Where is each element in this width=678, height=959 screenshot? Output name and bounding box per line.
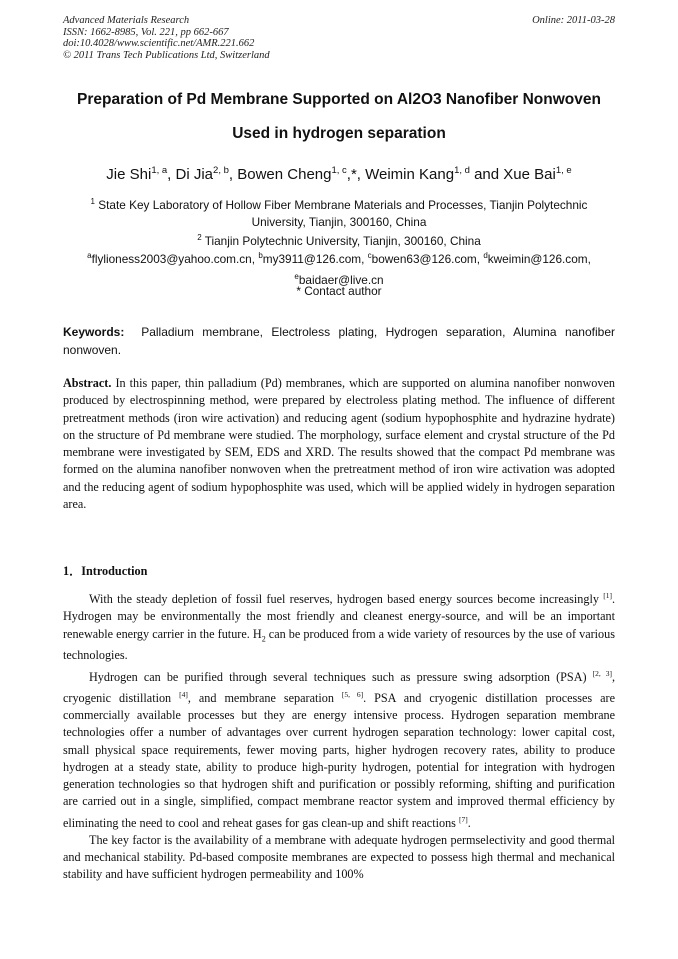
- text-run: can be produced from a wide variety of resources by the use of various technologies.: [63, 626, 615, 663]
- email-link[interactable]: kweimin@126.com,: [487, 251, 591, 266]
- citation[interactable]: [2, 3]: [592, 668, 612, 678]
- affil-text: State Key Laboratory of Hollow Fiber Membrane Materials and Processes, Tianjin Polytechnic: [98, 197, 588, 212]
- email-mark: c: [367, 251, 372, 260]
- online-date: Online: 2011-03-28: [532, 15, 615, 26]
- author-name: Jie Shi: [106, 166, 152, 183]
- author-affil-mark: 1, d: [454, 165, 470, 176]
- journal-name: Advanced Materials Research: [63, 15, 190, 26]
- running-header: [63, 15, 615, 61]
- author-affil-mark: 1, c: [331, 165, 347, 176]
- author-name: Bowen Cheng: [237, 166, 332, 183]
- text-run: With the steady depletion of fossil fuel reserves, hydrogen based energy sources become increasingly: [89, 592, 599, 607]
- email-link[interactable]: bowen63@126.com,: [371, 251, 481, 266]
- section-heading: 1．Introduction: [63, 564, 148, 578]
- author-name: Di Jia: [175, 166, 214, 183]
- issn-line: ISSN: 1662-8985, Vol. 221, pp 662-667: [63, 26, 229, 38]
- author-name: Weimin Kang: [365, 166, 455, 183]
- abstract-block: [63, 375, 615, 513]
- author-affil-mark: 2, b: [213, 165, 229, 176]
- abstract-text: In this paper, thin palladium (Pd) membranes, which are supported on alumina nanofiber nonwoven produced by electrospinning method, were prepared by electroless plating method. The influence of different pretreatment methods (iron wire activation) and reducing agent (sodium hypophosphite and hydrazine hydrate) on the structure of Pd membrane were studied. The morphology, surface element and crystal structure of the Pd membrane were investigated by SEM, EDS and XRD. The results showed that the compact Pd membrane was formed on the alumina nanofiber nonwoven when the pretreatment method of iron wire activation was adopted and the reducing agent of sodium hypophosphite was used, which will be applied widely in hydrogen separation area.: [63, 376, 615, 511]
- text-run: Hydrogen can be purified through several techniques such as pressure swing adsorption (PSA): [89, 669, 587, 684]
- text-run: . PSA and cryogenic distillation processes are commercially available processes but they are energy intensive process. Hydrogen separation membrane technologies offer a number of advantages over current hydrogen separation technology: lower capital cost, small physical space requirements, fewer moving parts, higher hydrogen recovery rates, ability to produce hydrogen at a steady state, ability to produce high-purity hydrogen, potential for integration with hydrogen generation technologies so that hydrogen shift and purification or possibly reforming, shifting and purification are carried out in a single, simplified, compact membrane reactor system and improved thermal efficiency by eliminating the need to cool and reheat gases for gas clean-up and shift reactions: [63, 690, 615, 830]
- email-link[interactable]: my3911@126.com,: [262, 251, 365, 266]
- email-mark: a: [87, 251, 92, 260]
- email-mark: b: [258, 251, 263, 260]
- affiliation-1: [40, 193, 638, 232]
- abstract-label: Abstract.: [63, 376, 112, 390]
- subscript: 2: [261, 634, 266, 643]
- affil-text: Tianjin Polytechnic University, Tianjin, 300160, China: [204, 233, 481, 248]
- author-list: Jie Shi$^{1, a}$, Di Jia$^{2, b}$, Bowen Cheng$^{1, c}$,*, Weimin Kang$^{1, d}$ and Xue Bai$^{1, e}$: [106, 165, 572, 183]
- email-mark: e: [294, 272, 299, 282]
- affil-mark: 2: [197, 233, 202, 242]
- text-run: , and membrane separation: [187, 690, 334, 705]
- introduction-body: [63, 587, 615, 884]
- text-run: .: [467, 815, 471, 830]
- keywords-label: Keywords:: [63, 325, 125, 339]
- email-mark: d: [483, 251, 488, 260]
- email-link[interactable]: flylioness2003@yahoo.com.cn,: [91, 251, 256, 266]
- paragraph: The key factor is the availability of a membrane with adequate hydrogen permselectivity and good thermal and mechanical stability. Pd-based composite membranes are expected to possess high thermal and mechanical stability and have sufficient hydrogen permeability and 100%: [63, 832, 615, 882]
- paper-title-line-2: Used in hydrogen separation: [232, 125, 446, 142]
- paragraph: [63, 587, 615, 665]
- author-name: Xue Bai: [503, 166, 556, 183]
- affil-mark: 1: [90, 197, 95, 206]
- keywords-block: [63, 323, 615, 359]
- copyright-line: © 2011 Trans Tech Publications Ltd, Switzerland: [63, 49, 270, 61]
- keywords-text: Palladium membrane, Electroless plating, Hydrogen separation, Alumina nanofiber nonwoven.: [63, 325, 615, 357]
- citation[interactable]: [7]: [458, 814, 468, 824]
- citation[interactable]: [5, 6]: [341, 689, 364, 699]
- affil-text: University, Tianjin, 300160, China: [251, 215, 427, 230]
- author-affil-mark: 1, a: [151, 165, 168, 176]
- text-run: , cryogenic distillation: [63, 669, 616, 705]
- paragraph: [63, 665, 615, 832]
- email-link[interactable]: baidaer@live.cn: [298, 273, 384, 288]
- contact-author-note: * Contact author: [296, 284, 382, 298]
- author-affil-mark: 1, e: [555, 165, 572, 176]
- paper-title-line-1: Preparation of Pd Membrane Supported on Al2O3 Nanofiber Nonwoven: [77, 91, 601, 108]
- citation[interactable]: [4]: [179, 689, 188, 699]
- citation[interactable]: [1]: [603, 591, 612, 600]
- text-run: . Hydrogen may be environmentally the most friendly and cleanest energy-source, and will be an important renewable energy carrier in the future. H: [63, 592, 616, 641]
- doi-line: doi:10.4028/www.scientific.net/AMR.221.662: [63, 38, 255, 49]
